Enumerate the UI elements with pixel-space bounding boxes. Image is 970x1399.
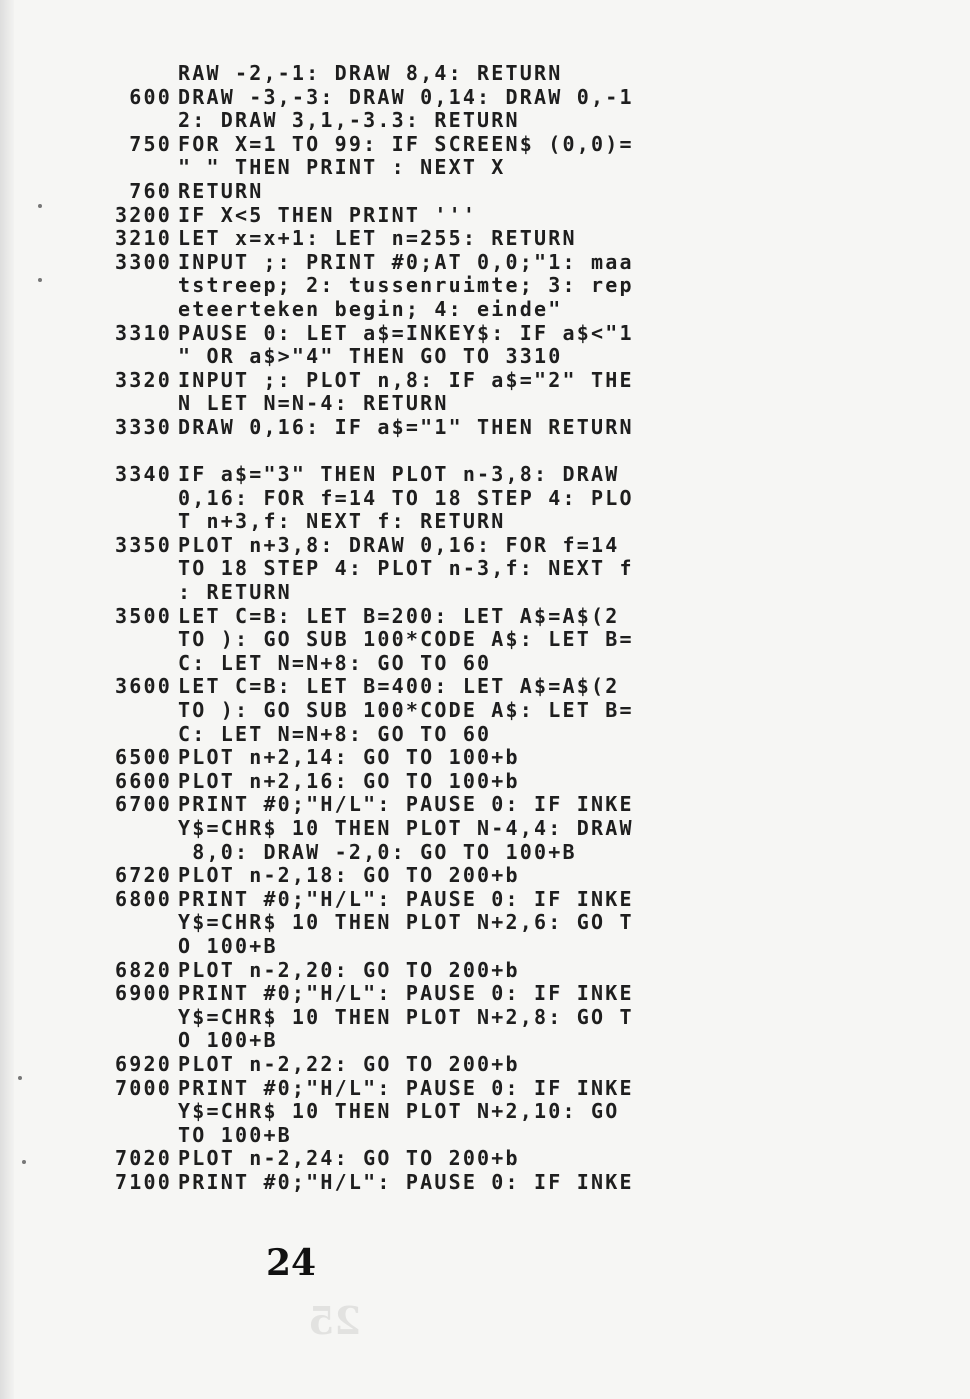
program-line	[78, 935, 958, 959]
line-code: INPUT ;: PLOT n,8: IF a$="2" THE	[178, 367, 634, 392]
program-line	[78, 770, 958, 794]
line-number: 3200	[115, 202, 172, 227]
program-line	[78, 699, 958, 723]
line-number: 6720	[115, 863, 172, 888]
line-code: Y$=CHR$ 10 THEN PLOT N-4,4: DRAW	[178, 816, 634, 840]
paper-speck	[18, 1076, 22, 1080]
program-line	[78, 723, 958, 747]
program-line	[78, 1171, 958, 1195]
program-line	[78, 463, 958, 487]
line-number: 6700	[115, 792, 172, 817]
line-code: DRAW -3,-3: DRAW 0,14: DRAW 0,-1	[178, 84, 634, 109]
line-number: 3300	[115, 249, 172, 274]
line-code: PRINT #0;"H/L": PAUSE 0: IF INKE	[178, 792, 634, 817]
line-number	[78, 345, 178, 369]
line-number: 6920	[115, 1051, 172, 1076]
program-line	[78, 888, 958, 912]
line-code: TO 18 STEP 4: PLOT n-3,f: NEXT f	[178, 556, 634, 581]
line-number	[78, 109, 178, 133]
line-code: LET x=x+1: LET n=255: RETURN	[178, 226, 577, 251]
program-line	[78, 440, 958, 464]
line-number	[78, 156, 178, 180]
line-number	[78, 510, 178, 534]
program-line	[78, 345, 958, 369]
line-number: 7020	[115, 1146, 172, 1171]
program-line	[78, 1077, 958, 1101]
line-number	[78, 581, 178, 605]
program-line	[78, 581, 958, 605]
program-line	[78, 1053, 958, 1077]
line-code: " " THEN PRINT : NEXT X	[178, 155, 506, 180]
line-code: O 100+B	[178, 1028, 278, 1053]
line-code: IF a$="3" THEN PLOT n-3,8: DRAW	[178, 462, 620, 487]
program-line	[78, 416, 958, 440]
program-line	[78, 1029, 958, 1053]
line-number	[78, 298, 178, 322]
line-code: TO ): GO SUB 100*CODE A$: LET B=	[178, 698, 634, 723]
line-code: IF X<5 THEN PRINT '''	[178, 202, 478, 227]
program-line	[78, 204, 958, 228]
line-code: TO 100+B	[178, 1122, 292, 1147]
program-line	[78, 628, 958, 652]
line-code: Y$=CHR$ 10 THEN PLOT N+2,8: GO T	[178, 1004, 634, 1029]
line-code: INPUT ;: PRINT #0;AT 0,0;"1: maa	[178, 249, 634, 274]
line-number: 3340	[115, 462, 172, 487]
line-code: FOR X=1 TO 99: IF SCREEN$ (0,0)=	[178, 131, 634, 156]
line-code: PLOT n+3,8: DRAW 0,16: FOR f=14	[178, 532, 620, 557]
line-number: 6820	[115, 957, 172, 982]
program-line	[78, 487, 958, 511]
line-number: 6600	[115, 768, 172, 793]
line-number	[78, 841, 178, 865]
line-code: Y$=CHR$ 10 THEN PLOT N+2,10: GO	[178, 1099, 620, 1124]
line-number	[78, 817, 178, 841]
program-line	[78, 109, 958, 133]
program-line	[78, 534, 958, 558]
line-code: PLOT n+2,16: GO TO 100+b	[178, 768, 520, 793]
line-code: PRINT #0;"H/L": PAUSE 0: IF INKE	[178, 981, 634, 1006]
program-line	[78, 652, 958, 676]
line-number: 7000	[115, 1075, 172, 1100]
line-number: 600	[129, 84, 172, 109]
line-code: PLOT n+2,14: GO TO 100+b	[178, 745, 520, 770]
program-line	[78, 180, 958, 204]
program-line	[78, 746, 958, 770]
line-code: T n+3,f: NEXT f: RETURN	[178, 509, 506, 534]
line-code	[178, 440, 958, 464]
line-number	[78, 699, 178, 723]
line-code: " OR a$>"4" THEN GO TO 3310	[178, 344, 563, 369]
line-code: tstreep; 2: tussenruimte; 3: rep	[178, 273, 634, 298]
line-number: 3210	[115, 226, 172, 251]
line-number: 3310	[115, 320, 172, 345]
line-number	[78, 652, 178, 676]
paper-speck	[38, 204, 42, 208]
line-number	[78, 392, 178, 416]
line-number	[78, 487, 178, 511]
program-line	[78, 605, 958, 629]
program-line	[78, 156, 958, 180]
program-line	[78, 510, 958, 534]
program-line	[78, 322, 958, 346]
line-code: 2: DRAW 3,1,-3.3: RETURN	[178, 108, 520, 133]
program-line	[78, 86, 958, 110]
line-code: PLOT n-2,18: GO TO 200+b	[178, 863, 520, 888]
line-number	[78, 1100, 178, 1124]
program-line	[78, 1100, 958, 1124]
program-line	[78, 227, 958, 251]
program-line	[78, 274, 958, 298]
line-number	[78, 440, 178, 464]
line-code: O 100+B	[178, 933, 278, 958]
line-number	[78, 628, 178, 652]
line-number: 6900	[115, 981, 172, 1006]
line-number: 3350	[115, 532, 172, 557]
program-line	[78, 1124, 958, 1148]
line-code: LET C=B: LET B=200: LET A$=A$(2	[178, 603, 620, 628]
program-line	[78, 392, 958, 416]
program-line	[78, 251, 958, 275]
line-number: 7100	[115, 1169, 172, 1194]
line-code: N LET N=N-4: RETURN	[178, 391, 449, 416]
line-number	[78, 557, 178, 581]
line-code: RETURN	[178, 178, 264, 203]
program-line	[78, 982, 958, 1006]
line-number: 750	[129, 131, 172, 156]
line-code: eteerteken begin; 4: einde"	[178, 296, 563, 321]
line-code: PLOT n-2,24: GO TO 200+b	[178, 1146, 520, 1171]
line-number: 3600	[115, 674, 172, 699]
paper-speck	[38, 278, 42, 282]
line-number	[78, 62, 178, 86]
line-number: 3330	[115, 414, 172, 439]
line-code: PLOT n-2,22: GO TO 200+b	[178, 1051, 520, 1076]
line-code: Y$=CHR$ 10 THEN PLOT N+2,6: GO T	[178, 910, 634, 935]
program-line	[78, 793, 958, 817]
line-code: TO ): GO SUB 100*CODE A$: LET B=	[178, 627, 634, 652]
line-code: DRAW 0,16: IF a$="1" THEN RETURN	[178, 414, 634, 439]
basic-program-listing	[78, 62, 958, 1195]
line-number: 3500	[115, 603, 172, 628]
program-line	[78, 864, 958, 888]
program-line	[78, 133, 958, 157]
page-number: 24	[266, 1242, 317, 1284]
line-code: PRINT #0;"H/L": PAUSE 0: IF INKE	[178, 886, 634, 911]
line-code: RAW -2,-1: DRAW 8,4: RETURN	[178, 61, 563, 85]
line-number	[78, 1029, 178, 1053]
program-line	[78, 1006, 958, 1030]
line-number	[78, 274, 178, 298]
line-number: 6800	[115, 886, 172, 911]
line-number: 760	[129, 178, 172, 203]
line-number	[78, 723, 178, 747]
program-line	[78, 62, 958, 86]
program-line	[78, 959, 958, 983]
paper-speck	[22, 1160, 26, 1164]
line-code: : RETURN	[178, 580, 292, 605]
line-code: PRINT #0;"H/L": PAUSE 0: IF INKE	[178, 1169, 634, 1194]
line-code: LET C=B: LET B=400: LET A$=A$(2	[178, 674, 620, 699]
program-line	[78, 369, 958, 393]
program-line	[78, 841, 958, 865]
page-edge-shadow	[0, 0, 14, 1399]
line-number: 6500	[115, 745, 172, 770]
line-number	[78, 1006, 178, 1030]
line-code: C: LET N=N+8: GO TO 60	[178, 650, 492, 675]
line-number	[78, 911, 178, 935]
line-number: 3320	[115, 367, 172, 392]
program-line	[78, 911, 958, 935]
line-code: 0,16: FOR f=14 TO 18 STEP 4: PLO	[178, 485, 634, 510]
line-number	[78, 935, 178, 959]
line-code: C: LET N=N+8: GO TO 60	[178, 721, 492, 746]
line-code: PAUSE 0: LET a$=INKEY$: IF a$<"1	[178, 320, 634, 345]
program-line	[78, 557, 958, 581]
program-line	[78, 298, 958, 322]
bleed-through-page-number: 25	[308, 1298, 361, 1343]
line-code: 8,0: DRAW -2,0: GO TO 100+B	[178, 839, 577, 864]
line-code: PRINT #0;"H/L": PAUSE 0: IF INKE	[178, 1075, 634, 1100]
line-number	[78, 1124, 178, 1148]
program-line	[78, 1147, 958, 1171]
program-line	[78, 675, 958, 699]
program-line	[78, 817, 958, 841]
line-code: PLOT n-2,20: GO TO 200+b	[178, 957, 520, 982]
